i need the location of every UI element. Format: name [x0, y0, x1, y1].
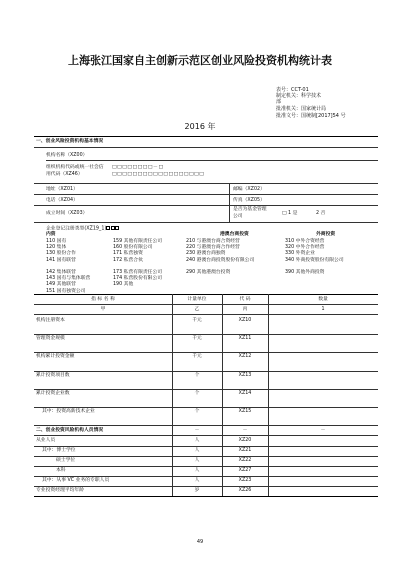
table-cell-code: XZ11	[238, 336, 252, 342]
subheader-b: 乙	[194, 307, 200, 312]
quantity-input[interactable]	[268, 446, 378, 456]
checkbox	[115, 226, 119, 230]
reg-type-option: 130 股份合作	[46, 251, 76, 257]
reg-type-option: 340 外商投资股份有限公司	[285, 257, 344, 263]
reg-type-option: 220 与港澳台商合作经营	[186, 245, 240, 251]
table-cell-unit: 岁	[194, 488, 200, 493]
reg-type-option: 171 私营独资	[113, 251, 143, 257]
table-cell-name: 管理资金规模	[36, 336, 65, 342]
reg-type-option: 190 其他	[113, 282, 134, 288]
table-cell-code: XZ12	[238, 354, 252, 360]
credit-code-label: 组织机构代码或统一社会信用代码（XZ46）	[46, 165, 104, 177]
table-cell-code: XZ21	[238, 448, 252, 453]
reg-type-option: 240 港澳台商投资股份有限公司	[186, 257, 255, 263]
table-cell-unit: 千元	[192, 336, 202, 342]
reg-column-domestic-1	[46, 239, 90, 295]
reg-type-option: 172 私营合伙	[113, 257, 143, 263]
table-cell-unit: 个	[194, 390, 200, 396]
reg-type-option: 390 其他外商投资	[285, 269, 325, 275]
table-cell-name: 其中：博士学位	[42, 448, 76, 453]
reg-type-option: 174 私营股份有限公司	[113, 276, 163, 282]
table-cell-unit: 人	[194, 478, 200, 483]
table-cell-name: 专业投资经理平均年龄	[36, 488, 84, 493]
header-code: 代 码	[239, 297, 251, 302]
rule	[34, 314, 378, 315]
quantity-input[interactable]	[268, 407, 378, 425]
table-cell-name: 累计投资项目数	[36, 372, 70, 378]
quantity-input[interactable]	[268, 466, 378, 476]
reg-type-option: 159 其他有限责任公司	[113, 239, 163, 244]
table-cell-name: 其中：投资高新技术企业	[42, 409, 95, 414]
org-name-field[interactable]	[46, 160, 378, 161]
header-unit: 计量单位	[187, 297, 207, 302]
reg-type-option: 149 其他联营	[46, 282, 76, 288]
rule	[34, 205, 378, 206]
checkbox	[106, 226, 110, 230]
reg-type-option: 310 中外合资经营	[285, 239, 325, 244]
subheader-d: 1	[321, 307, 325, 312]
table-cell-code: XZ23	[238, 478, 252, 483]
quantity-input[interactable]	[268, 371, 378, 389]
option-no[interactable]: 2 否	[316, 211, 326, 216]
credit-code-boxes-2[interactable]: □□□□□□□□□□□□□□□□□□	[112, 172, 205, 177]
table-cell-unit: 人	[194, 468, 200, 473]
table-rule	[34, 294, 378, 295]
report-year: 2016 年	[184, 122, 216, 131]
rule	[34, 194, 378, 195]
table-cell-name: 机构注册资本	[36, 318, 65, 323]
table-cell-name: 从业人员	[36, 438, 56, 443]
quantity-input[interactable]	[268, 316, 378, 334]
issuing-org-cont: 部	[276, 99, 282, 105]
reg-type-option: 210 与港澳台商合资经营	[186, 239, 240, 244]
rule	[34, 147, 378, 148]
table-cell-unit: 人	[194, 438, 200, 443]
header-qty: 数量	[318, 297, 328, 302]
rule	[34, 425, 378, 426]
table-cell-name: 机构累计投资金额	[36, 354, 75, 360]
page-number: 49	[196, 539, 204, 545]
phone-label: 电话（XZ04）	[46, 198, 78, 203]
quantity-input[interactable]	[268, 389, 378, 407]
approval-number: 批准文号：国统制[2017]54 号	[276, 113, 346, 119]
domestic-header: 内资	[46, 232, 56, 237]
reg-type-option: 110 国有	[46, 239, 67, 244]
reg-column-hkmt	[186, 239, 254, 295]
subheader-c: 丙	[242, 307, 248, 312]
reg-type-option: 160 股份有限公司	[113, 245, 153, 251]
reg-type-option: 173 私营有限责任公司	[113, 269, 163, 275]
rule	[34, 183, 378, 184]
reg-type-option: 141 国有联营	[46, 257, 76, 263]
fax-label: 传真（XZ05）	[233, 198, 265, 203]
reg-type-option: 143 国有与集体联营	[46, 276, 91, 282]
quantity-input[interactable]	[268, 486, 378, 496]
quantity-input[interactable]	[268, 352, 378, 370]
section2-unit: －	[194, 428, 200, 433]
table-cell-unit: 人	[194, 458, 200, 463]
page-title: 上海张江国家自主创新示范区创业风险投资机构统计表	[68, 54, 332, 67]
reg-column-domestic-2	[113, 239, 162, 295]
quantity-input[interactable]	[268, 456, 378, 466]
reg-type-option: 142 集体联营	[46, 269, 76, 275]
form-code: 表号：CCT-01	[276, 87, 309, 93]
postcode-label: 邮编（XZ02）	[233, 187, 265, 192]
table-cell-code: XZ15	[238, 409, 252, 414]
reg-type-option: 290 其他港澳台投资	[186, 269, 231, 275]
table-cell-name: 其中：从事 VC 业务的专职人员	[42, 478, 110, 483]
table-cell-unit: 人	[194, 448, 200, 453]
quantity-input[interactable]	[268, 436, 378, 446]
option-yes[interactable]: □ 1 是	[282, 211, 298, 216]
header-indicator: 指 标 名 称	[91, 297, 115, 302]
section2-code: －	[242, 428, 248, 433]
table-cell-name: 硕士学位	[56, 458, 76, 463]
subheader-a: 甲	[100, 307, 106, 312]
table-cell-unit: 千元	[192, 354, 202, 360]
quantity-input[interactable]	[268, 334, 378, 352]
table-cell-code: XZ13	[238, 372, 252, 378]
reg-type-option: 320 中外合作经营	[285, 245, 325, 251]
table-cell-unit: 千元	[192, 318, 202, 323]
table-cell-code: XZ22	[238, 458, 252, 463]
table-cell-name: 本科	[56, 468, 66, 473]
foreign-header: 外商投资	[316, 232, 336, 237]
bottom-rule	[34, 496, 378, 497]
rule	[34, 304, 378, 305]
reg-type-label: 企业登记注册类型(XZ19_1)	[46, 226, 120, 233]
table-cell-code: XZ27	[238, 468, 252, 473]
top-rule	[34, 136, 378, 137]
table-cell-name: 累计投资企业数	[36, 390, 70, 396]
table-cell-code: XZ10	[238, 318, 252, 323]
divider	[229, 184, 230, 222]
table-cell-code: XZ26	[238, 488, 252, 493]
section2-qty: －	[320, 428, 326, 433]
table-cell-code: XZ14	[238, 390, 252, 396]
reg-column-foreign	[285, 239, 344, 295]
approving-org: 批准机关：国家统计局	[276, 106, 327, 112]
fund-manager-label: 是否为基金管理公司	[233, 207, 267, 219]
checkbox	[111, 226, 115, 230]
reg-type-option: 330 外资企业	[285, 251, 315, 257]
issuing-org: 制定机关：科学技术	[276, 93, 322, 99]
table-cell-code: XZ20	[238, 438, 252, 443]
address-label: 地址（XZ01）	[46, 187, 78, 192]
rule	[34, 222, 378, 223]
section2-title: 二、创业投资风险机构人员情况	[36, 428, 104, 433]
credit-code-boxes-1[interactable]: □□□□□□□□－□	[112, 165, 164, 170]
org-name-label: 机构名称（XZ00）	[46, 153, 88, 158]
table-cell-unit: 个	[194, 372, 200, 378]
reg-type-option: 230 港澳台商独资	[186, 251, 226, 257]
founded-label: 成立时间（XZ03）	[46, 211, 88, 216]
quantity-input[interactable]	[268, 476, 378, 486]
reg-type-option: 151 国有独资公司	[46, 288, 86, 294]
table-cell-unit: 个	[194, 409, 200, 414]
reg-type-option: 120 集体	[46, 245, 67, 251]
hkmt-header: 港澳台商投资	[220, 232, 249, 237]
section1-title: 一、创业风险投资机构基本情况	[36, 139, 104, 144]
